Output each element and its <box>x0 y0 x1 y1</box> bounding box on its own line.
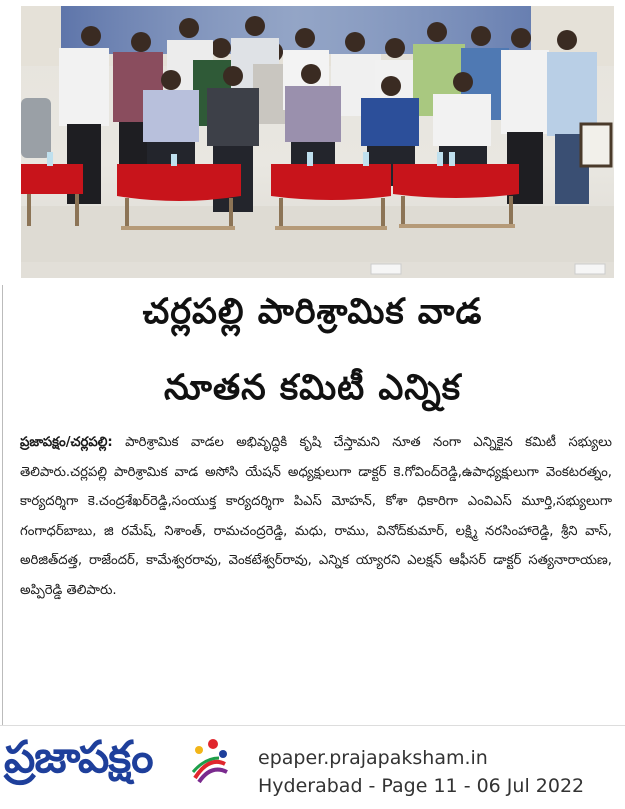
column-rule <box>2 285 3 725</box>
epaper-url[interactable]: epaper.prajapaksham.in <box>258 747 488 769</box>
headline-line-2: నూతన కమిటీ ఎన్నిక <box>163 368 462 408</box>
news-photo <box>21 6 614 278</box>
article-text: పారిశ్రామిక వాడల అభివృద్ధికి కృషి చేస్తామని నూత నంగా ఎన్నికైన కమిటీ సభ్యులు తెలిపారు.చర్లపల్లి పారిశ్రామిక వాడ అసోసి యేషన్ అధ్యక్షులుగా డాక్టర్ కె.గోవింద్‌రెడ్డి,ఉపాధ్యక్షులుగా వెంకటరత్నం, కార్యదర్శిగా కె.చంద్రశేఖర్‌రెడ్డి,సంయుక్త కార్యదర్శిగా పిఎస్ మోహన్, కోశా ధికారిగా ఎంవిఎస్ మూర్తి,సభ్యులుగా గంగాధర్‌బాబు, జి రమేష్, నిశాంత్, రామచంద్రరెడ్డి, మధు, రాము, వినోద్‌కుమార్, లక్ష్మి నరసింహారెడ్డి, శ్రీని వాస్, అరిజిత్‌దత్త, రాజేందర్, కామేశ్వరరావు, వెంకటేశ్వర్‌రావు, ఎన్నిక య్యారని ఎలక్షన్ ఆఫీసర్ డాక్టర్ సత్యనారాయణ, అప్పిరెడ్డి తెలిపారు. <box>20 435 612 598</box>
edition-page-info: Hyderabad - Page 11 - 06 Jul 2022 <box>258 775 585 797</box>
article-body <box>20 428 612 606</box>
logo-wordmark: ప్రజాపక్షం <box>4 732 153 783</box>
logo-emblem-icon <box>189 734 231 784</box>
footer-divider <box>0 725 625 726</box>
newspaper-logo <box>4 730 234 805</box>
headline-line-1: చర్లపల్లి పారిశ్రామిక వాడ <box>142 292 483 332</box>
article-byline: ప్రజాపక్షం/చర్లపల్లి: <box>20 435 113 450</box>
